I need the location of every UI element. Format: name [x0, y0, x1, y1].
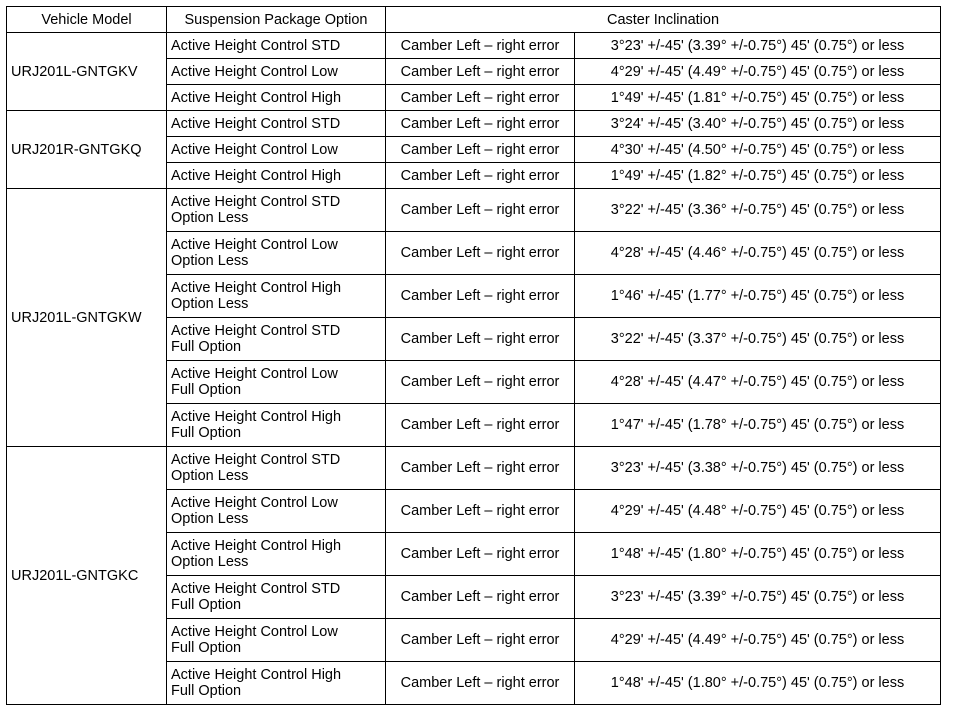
- table-row: [7, 189, 941, 232]
- suspension-package-cell: [167, 361, 386, 404]
- package-option: Option Less: [171, 511, 249, 527]
- caster-value-cell: 4°29' +/-45' (4.49° +/-0.75°) 45' (0.75°) or less: [575, 59, 941, 85]
- camber-label-cell: Camber Left – right error: [386, 662, 575, 705]
- package-option: Full Option: [171, 683, 242, 699]
- caster-value-cell: 3°23' +/-45' (3.38° +/-0.75°) 45' (0.75°) or less: [575, 447, 941, 490]
- caster-value-cell: 1°47' +/-45' (1.78° +/-0.75°) 45' (0.75°) or less: [575, 404, 941, 447]
- camber-label-cell: Camber Left – right error: [386, 576, 575, 619]
- package-name: Active Height Control STD: [171, 37, 341, 54]
- camber-label-cell: Camber Left – right error: [386, 111, 575, 137]
- caster-value-cell: 1°48' +/-45' (1.80° +/-0.75°) 45' (0.75°) or less: [575, 533, 941, 576]
- package-option: Full Option: [171, 425, 242, 441]
- suspension-package-cell: [167, 318, 386, 361]
- suspension-package-cell: [167, 447, 386, 490]
- suspension-package-cell: [167, 163, 386, 189]
- camber-label-cell: Camber Left – right error: [386, 85, 575, 111]
- header-row: [7, 7, 941, 33]
- package-option: Option Less: [171, 468, 249, 484]
- caster-value-cell: 4°30' +/-45' (4.50° +/-0.75°) 45' (0.75°) or less: [575, 137, 941, 163]
- suspension-package-cell: [167, 85, 386, 111]
- camber-label-cell: Camber Left – right error: [386, 490, 575, 533]
- camber-label-cell: Camber Left – right error: [386, 189, 575, 232]
- caster-value-cell: 4°28' +/-45' (4.46° +/-0.75°) 45' (0.75°) or less: [575, 232, 941, 275]
- camber-label-cell: Camber Left – right error: [386, 447, 575, 490]
- table-row: [7, 111, 941, 137]
- package-name: Active Height Control Low: [171, 495, 338, 511]
- camber-label-cell: Camber Left – right error: [386, 163, 575, 189]
- suspension-package-cell: [167, 59, 386, 85]
- caster-value-cell: 1°49' +/-45' (1.82° +/-0.75°) 45' (0.75°) or less: [575, 163, 941, 189]
- suspension-package-cell: [167, 111, 386, 137]
- table-body: [7, 33, 941, 705]
- camber-label-cell: Camber Left – right error: [386, 33, 575, 59]
- package-name: Active Height Control High: [171, 667, 342, 683]
- suspension-package-cell: [167, 576, 386, 619]
- suspension-package-cell: [167, 232, 386, 275]
- camber-label-cell: Camber Left – right error: [386, 232, 575, 275]
- vehicle-model-cell: URJ201L-GNTGKW: [7, 189, 167, 447]
- package-name: Active Height Control Low: [171, 624, 338, 640]
- vehicle-model-cell: URJ201L-GNTGKV: [7, 33, 167, 111]
- package-option: Option Less: [171, 296, 249, 312]
- caster-value-cell: 1°46' +/-45' (1.77° +/-0.75°) 45' (0.75°) or less: [575, 275, 941, 318]
- suspension-package-cell: [167, 490, 386, 533]
- table-row: [7, 447, 941, 490]
- suspension-package-cell: [167, 275, 386, 318]
- suspension-package-cell: [167, 137, 386, 163]
- header-vehicle-model: Vehicle Model: [7, 7, 167, 33]
- package-option: Option Less: [171, 210, 249, 226]
- camber-label-cell: Camber Left – right error: [386, 59, 575, 85]
- suspension-package-cell: [167, 533, 386, 576]
- package-name: Active Height Control High: [171, 167, 342, 184]
- package-name: Active Height Control Low: [171, 63, 338, 80]
- table-row: [7, 33, 941, 59]
- package-option: Full Option: [171, 597, 242, 613]
- camber-label-cell: Camber Left – right error: [386, 619, 575, 662]
- package-name: Active Height Control STD: [171, 194, 341, 210]
- package-option: Option Less: [171, 253, 249, 269]
- camber-label-cell: Camber Left – right error: [386, 137, 575, 163]
- package-name: Active Height Control STD: [171, 452, 341, 468]
- camber-label-cell: Camber Left – right error: [386, 533, 575, 576]
- package-name: Active Height Control Low: [171, 237, 338, 253]
- header-suspension-package: Suspension Package Option: [167, 7, 386, 33]
- caster-value-cell: 3°22' +/-45' (3.37° +/-0.75°) 45' (0.75°) or less: [575, 318, 941, 361]
- caster-value-cell: 1°49' +/-45' (1.81° +/-0.75°) 45' (0.75°) or less: [575, 85, 941, 111]
- caster-value-cell: 4°29' +/-45' (4.48° +/-0.75°) 45' (0.75°) or less: [575, 490, 941, 533]
- suspension-package-cell: [167, 33, 386, 59]
- package-option: Full Option: [171, 382, 242, 398]
- caster-inclination-table: [6, 6, 941, 705]
- camber-label-cell: Camber Left – right error: [386, 275, 575, 318]
- camber-label-cell: Camber Left – right error: [386, 318, 575, 361]
- package-name: Active Height Control High: [171, 538, 342, 554]
- suspension-package-cell: [167, 662, 386, 705]
- spec-table-container: [6, 6, 941, 705]
- suspension-package-cell: [167, 404, 386, 447]
- suspension-package-cell: [167, 619, 386, 662]
- package-option: Full Option: [171, 339, 242, 355]
- package-option: Option Less: [171, 554, 249, 570]
- package-name: Active Height Control Low: [171, 141, 338, 158]
- camber-label-cell: Camber Left – right error: [386, 404, 575, 447]
- camber-label-cell: Camber Left – right error: [386, 361, 575, 404]
- suspension-package-cell: [167, 189, 386, 232]
- caster-value-cell: 4°28' +/-45' (4.47° +/-0.75°) 45' (0.75°) or less: [575, 361, 941, 404]
- package-option: Full Option: [171, 640, 242, 656]
- caster-value-cell: 4°29' +/-45' (4.49° +/-0.75°) 45' (0.75°) or less: [575, 619, 941, 662]
- package-name: Active Height Control STD: [171, 323, 341, 339]
- caster-value-cell: 1°48' +/-45' (1.80° +/-0.75°) 45' (0.75°) or less: [575, 662, 941, 705]
- vehicle-model-cell: URJ201R-GNTGKQ: [7, 111, 167, 189]
- package-name: Active Height Control High: [171, 409, 342, 425]
- package-name: Active Height Control High: [171, 280, 342, 296]
- caster-value-cell: 3°22' +/-45' (3.36° +/-0.75°) 45' (0.75°) or less: [575, 189, 941, 232]
- package-name: Active Height Control STD: [171, 581, 341, 597]
- caster-value-cell: 3°24' +/-45' (3.40° +/-0.75°) 45' (0.75°) or less: [575, 111, 941, 137]
- package-name: Active Height Control High: [171, 89, 342, 106]
- header-caster-inclination: Caster Inclination: [386, 7, 941, 33]
- package-name: Active Height Control STD: [171, 115, 341, 132]
- caster-value-cell: 3°23' +/-45' (3.39° +/-0.75°) 45' (0.75°) or less: [575, 576, 941, 619]
- vehicle-model-cell: URJ201L-GNTGKC: [7, 447, 167, 705]
- package-name: Active Height Control Low: [171, 366, 338, 382]
- caster-value-cell: 3°23' +/-45' (3.39° +/-0.75°) 45' (0.75°) or less: [575, 33, 941, 59]
